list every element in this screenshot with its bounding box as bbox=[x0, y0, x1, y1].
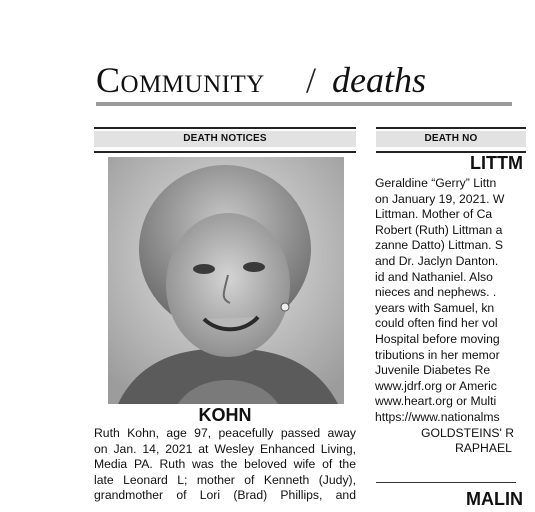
obituary-body-littman bbox=[375, 176, 535, 457]
portrait-image bbox=[108, 157, 344, 404]
obituary-line: www.jdrf.org or Americ bbox=[375, 378, 497, 393]
death-notices-header-right bbox=[376, 127, 526, 153]
funeral-home-line: RAPHAEL bbox=[455, 441, 512, 456]
title-slash: / bbox=[306, 60, 317, 100]
obituary-line: on January 19, 2021. W bbox=[375, 191, 505, 206]
header-label: DEATH NO bbox=[376, 131, 526, 147]
obituary-line: grandmother of Lori (Brad) Phillips, and bbox=[94, 488, 356, 503]
obituary-line: on Jan. 14, 2021 at Wesley Enhanced Living, bbox=[94, 441, 356, 456]
obituary-line: https://www.nationalms bbox=[375, 409, 500, 424]
masthead-rule bbox=[96, 102, 512, 106]
obituary-line: Littman. Mother of Ca bbox=[375, 207, 493, 222]
obituary-line: Ruth Kohn, age 97, peacefully passed away bbox=[94, 426, 356, 440]
obituary-line: Juvenile Diabetes Re bbox=[375, 363, 491, 378]
obituary-line: zanne Datto) Littman. S bbox=[375, 238, 504, 253]
obituary-line: tributions in her memor bbox=[375, 347, 500, 362]
obituary-line: Hospital before moving bbox=[375, 331, 500, 346]
death-notices-header-left bbox=[94, 127, 356, 153]
obituary-name-littman: LITTM bbox=[470, 153, 523, 173]
obituary-name-malin: MALIN bbox=[466, 489, 523, 509]
obituary-line: id and Nathaniel. Also bbox=[375, 269, 493, 284]
obituary-line: nieces and nephews. . bbox=[375, 285, 497, 300]
obituary-line: late Leonard L; mother of Kenneth (Judy), bbox=[94, 472, 356, 487]
obituary-line: and Dr. Jaclyn Danton. bbox=[375, 253, 499, 268]
funeral-home-line: GOLDSTEINS' R bbox=[421, 425, 515, 440]
section-title: Community bbox=[96, 60, 265, 100]
obituary-line: www.heart.org or Multi bbox=[375, 394, 497, 409]
obituary-line: could often find her vol bbox=[375, 316, 498, 331]
header-label: DEATH NOTICES bbox=[94, 131, 356, 147]
obituary-line: Geraldine “Gerry” Littn bbox=[375, 176, 497, 190]
obituary-body-kohn bbox=[94, 426, 356, 504]
obituary-photo bbox=[108, 157, 344, 404]
obituary-line: Robert (Ruth) Littman a bbox=[375, 222, 503, 237]
section-subtitle: deaths bbox=[332, 60, 426, 100]
obituary-name-kohn: KOHN bbox=[198, 405, 252, 425]
obituary-line: Media PA. Ruth was the beloved wife of the bbox=[94, 457, 356, 472]
obituary-line: years with Samuel, kn bbox=[375, 300, 495, 315]
obituary-divider bbox=[376, 482, 516, 483]
section-masthead bbox=[96, 58, 512, 102]
